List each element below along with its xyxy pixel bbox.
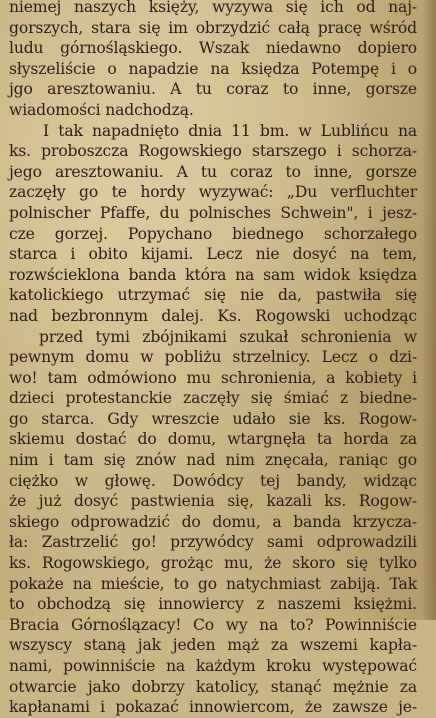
text-line: skiego odprowadzić do domu, a banda krzycza- [9, 512, 417, 531]
text-line: pewnym domu w pobliżu strzelnicy. Lecz o dzi- [9, 348, 417, 367]
page-edge-shadow [422, 0, 436, 620]
text-line: jego aresztowaniu. A tu coraz to inne, gorsze [9, 162, 417, 181]
text-line: przed tymi zbójnikami szukał schronienia w [39, 327, 417, 346]
text-line: ła: Zastrzelić go! przywódcy sami odprowadzili [9, 533, 417, 552]
text-line: nami, powinniście na każdym kroku występować [9, 657, 417, 675]
text-line: katolickiego utrzymać się nie da, pastwiła się [9, 286, 417, 305]
text-line: starca i obito kijami. Lecz nie dosyć na tem, [9, 245, 417, 264]
text-line: wiadomości nadchodzą. [9, 100, 194, 119]
text-line: dzieci protestanckie zaczęły się śmiać z biedne- [9, 389, 417, 408]
text-line: Bracia Górnoślązacy! Co wy na to? Powinniście [9, 615, 417, 634]
text-line: ludu górnośląskiego. Wszak niedawno dopiero [9, 39, 417, 58]
text-line: wszyscy staną jak jeden mąż za wszemi kapła- [9, 636, 417, 655]
text-line: nad bezbronnym dalej. Ks. Rogowski uchodząc [9, 306, 417, 325]
text-line: ks. proboszcza Rogowskiego starszego i schorza- [9, 142, 417, 161]
text-line: że już dosyć pastwienia się, kazali ks. Rogow- [9, 492, 417, 511]
text-line: niemej naszych księży, wyzywa się ich od naj- [9, 0, 417, 16]
text-line: wo! tam odmówiono mu schronienia, a kobiety i [9, 368, 417, 387]
text-line: gorszych, stara się im obrzydzić całą pracę wśród [9, 18, 417, 37]
article-text [9, 0, 417, 718]
text-line: skiemu dostać do domu, wtargnęła ta horda za [9, 430, 417, 449]
text-line: kapłanami i pokazać innowiercom, że zawsze je- [9, 698, 417, 717]
text-line: ciężko w głowę. Dowódcy tej bandy, widząc [9, 471, 417, 490]
text-line: jgo aresztowaniu. A tu coraz to inne, gorsze [9, 80, 417, 99]
text-line: pokaże na mieście, to go natychmiast zabiją. Tak [9, 574, 417, 593]
text-line: polnischer Pfaffe, du polnisches Schwein", i jesz- [9, 203, 417, 222]
text-line: ks. Rogowskiego, grożąc mu, że skoro się tylko [9, 554, 417, 573]
text-line: zaczęły go te hordy wyzywać: „Du verfluchter [9, 183, 417, 202]
text-line: cze gorzej. Popychano biednego schorzałego [9, 224, 417, 243]
text-line: otwarcie jako dobrzy katolicy, stanąć mężnie za [9, 677, 417, 696]
paragraph-start-line: I tak napadnięto dnia 11 bm. w Lublińcu na [43, 121, 417, 140]
text-line: słyszeliście o napadzie na księdza Potempę i o [9, 59, 417, 78]
text-line: rozwścieklona banda która na sam widok księdza [9, 265, 417, 284]
text-line: nim i tam się znów nad nim znęcała, raniąc go [9, 451, 417, 470]
text-line: go starca. Gdy wreszcie udało sie ks. Rogow- [9, 409, 417, 428]
text-line: to obchodzą się innowiercy z naszemi księżmi. [9, 595, 417, 614]
